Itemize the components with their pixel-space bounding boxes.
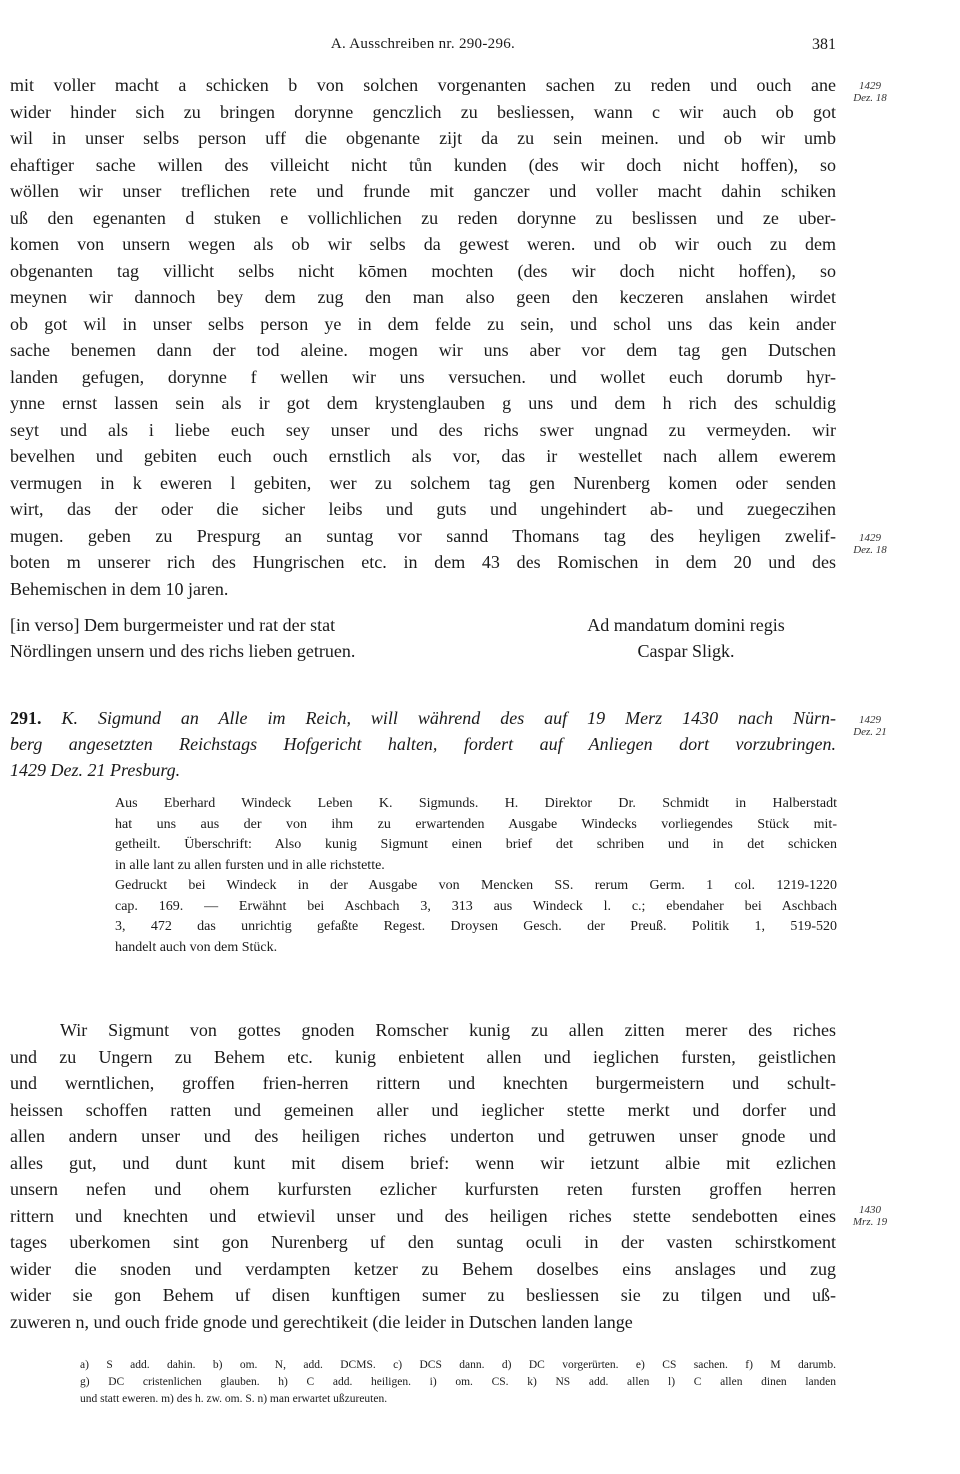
text-line: heissen schoffen ratten und gemeinen aller und ieglicher stette merkt und dorfer und <box>10 1099 836 1120</box>
text-line: unsern nefen und ohem kurfursten ezlicher kurfursten reten fursten groffen herren <box>10 1179 836 1199</box>
text-line: Aus Eberhard Windeck Leben K. Sigmunds. H. Direktor Dr. Schmidt in Halberstadt <box>115 796 837 811</box>
text-line: Gedruckt bei Windeck in der Ausgabe von Mencken SS. rerum Germ. 1 col. 1219-1220 <box>115 878 837 893</box>
address-line-1: [in verso] Dem burgermeister und rat der stat <box>10 615 336 635</box>
margin-date-note: 1429 Dez. 21 <box>853 714 887 738</box>
text-line: in alle lant zu allen fursten und in alle richstette. <box>115 857 385 873</box>
text-line: wider hinder sich zu bringen dorynne genczlich zu besliessen, wann c wir auch ob got <box>10 101 836 122</box>
text-line: landen gefugen, dorynne f wellen wir uns versuchen. und wollet euch dorumb hyr- <box>10 366 836 387</box>
text-line: mugen. geben zu Prespurg an suntag vor sannd Thomans tag des heyligen zwelif- <box>10 525 836 546</box>
text-line: a) S add. dahin. b) om. N, add. DCMS. c) DCS dann. d) DC vorgerürten. e) CS sachen. f) M darumb. <box>80 1359 836 1371</box>
text-line: wider sie gon Behem uf disen kunftigen sumer zu besliessen sie zu tilgen und uß- <box>10 1285 836 1305</box>
document-291-heading <box>10 705 836 783</box>
running-title: A. Ausschreiben nr. 290-296. <box>330 36 516 52</box>
chancery-note-line-2: Caspar Sligk. <box>637 641 735 661</box>
text-line: zuweren n, und ouch fride gnode und gerechtikeit (die leider in Dutschen landen lange <box>10 1311 633 1332</box>
running-header <box>10 36 836 58</box>
address-line-2: Nördlingen unsern und des richs lieben getruen. <box>10 641 356 661</box>
chancery-note-line-1: Ad mandatum domini regis <box>587 615 785 635</box>
text-line: bevelhen und gebiten euch ouch ernstlich als vor, das ir westellet nach allem ewerem <box>10 446 836 466</box>
text-line: rittern und knechten und etwievil unser und des heiligen riches stette sendebotten eines <box>10 1205 836 1226</box>
text-line: uß den egenanten d stuken e vollichlichen zu reden dorynne zu beslissen und ze uber- <box>10 207 836 228</box>
text-line: wil in unser selbs person uff die obgenante zijt da zu sein meinen. und ob wir umb <box>10 128 836 148</box>
text-line: meynen wir dannoch bey dem zug den man also geen den keczeren anslahen wirdet <box>10 287 836 307</box>
text-line: seyt und als i liebe euch sey unser und des richs swer ungnad zu vermeyden. wir <box>10 419 836 440</box>
text-line: und zu Ungern zu Behem etc. kunig enbietent allen und ieglichen fursten, geistlichen <box>10 1046 836 1067</box>
text-line: 3, 472 das unrichtig gefaßte Regest. Droysen Gesch. der Preuß. Politik 1, 519-520 <box>115 919 837 934</box>
margin-date-note: 1429 Dez. 18 <box>853 532 887 556</box>
margin-date-note: 1429 Dez. 18 <box>853 80 887 104</box>
heading-line: berg angesetzten Reichstags Hofgericht halten, fordert auf Anliegen dort vorzubringen. <box>10 734 836 754</box>
document-number: 291. <box>10 708 42 728</box>
text-line: handelt auch von dem Stück. <box>115 939 278 955</box>
text-line: obgenanten tag villicht selbs nicht kōmen mochten (des wir doch nicht hoffen), so <box>10 260 836 281</box>
text-line: hat uns aus der von ihm zu erwartenden Ausgabe Windecks vorliegendes Stück mit- <box>115 816 837 832</box>
text-line: boten m unserer rich des Hungrischen etc. in dem 43 des Romischen in dem 20 und des <box>10 552 836 572</box>
text-line: ynne ernst lassen sein als ir got dem krystenglauben g uns und dem h rich des schuldig <box>10 393 836 413</box>
text-line: ehaftiger sache willen des villeicht nicht tůn kunden (des wir doch nicht hoffen), so <box>10 154 836 175</box>
heading-line: 1429 Dez. 21 Presburg. <box>10 760 181 780</box>
text-line: Wir Sigmunt von gottes gnoden Romscher kunig zu allen zitten merer des riches <box>60 1020 836 1040</box>
text-line: und statt eweren. m) des h. zw. om. S. n) man erwartet ußzureuten. <box>80 1393 388 1405</box>
text-line: wirt, das der oder die sicher leibs und guts und ungehindert ab- und zuegeczihen <box>10 499 836 519</box>
text-line: tages uberkomen sint gon Nurenberg uf den suntag oculi in der vasten schirstkoment <box>10 1232 836 1252</box>
text-line: sache benemen dann der tod aleine. mogen wir uns aber vor dem tag gen Dutschen <box>10 340 836 360</box>
text-line: cap. 169. — Erwähnt bei Aschbach 3, 313 aus Windeck l. c.; ebendaher bei Aschbach <box>115 898 837 914</box>
text-line: getheilt. Überschrift: Also kunig Sigmunt einen brief det schriben und in det schicken <box>115 837 837 852</box>
text-line: allen andern unser und des heiligen riches underton und getruwen unser gnode und <box>10 1126 836 1146</box>
text-line: und werntlichen, groffen frien-herren rittern und knechten burgermeistern und schult- <box>10 1073 836 1093</box>
text-line: alles gut, und dunt kunt mit disem brief: wenn wir ietzunt albie mit ezlichen <box>10 1152 836 1173</box>
text-line: Behemischen in dem 10 jaren. <box>10 578 229 599</box>
page-number: 381 <box>812 36 836 53</box>
letter-291-text <box>10 1017 836 1335</box>
text-line: mit voller macht a schicken b von solchen vorgenanten sachen zu reden und ouch ane <box>10 75 836 95</box>
source-note <box>115 794 837 958</box>
heading-line: 291. K. Sigmund an Alle im Reich, will während des auf 19 Merz 1430 nach Nürn- <box>10 708 836 728</box>
text-line: komen von unsern wegen als ob wir selbs da gewest weren. und ob wir ouch zu dem <box>10 234 836 254</box>
text-line: g) DC cristenlichen glauben. h) C add. heiligen. i) om. CS. k) NS add. allen l) C allen dinen landen <box>80 1376 836 1388</box>
footnotes <box>80 1357 836 1408</box>
signature-block <box>10 612 836 664</box>
text-line: ob got wil in unser selbs person ye in dem felde zu sein, und schol uns das kein ander <box>10 313 836 334</box>
text-line: wider die snoden und verdampten ketzer zu Behem doselbes eins anslages und zug <box>10 1258 836 1279</box>
text-line: wöllen wir unser treflichen rete und frunde mit ganczer und voller macht dahin schiken <box>10 181 836 201</box>
margin-date-note: 1430 Mrz. 19 <box>852 1204 888 1228</box>
letter-290-text <box>10 72 836 602</box>
text-line: vermugen in k eweren l gebiten, wer zu solchem tag gen Nurenberg komen oder senden <box>10 472 836 493</box>
